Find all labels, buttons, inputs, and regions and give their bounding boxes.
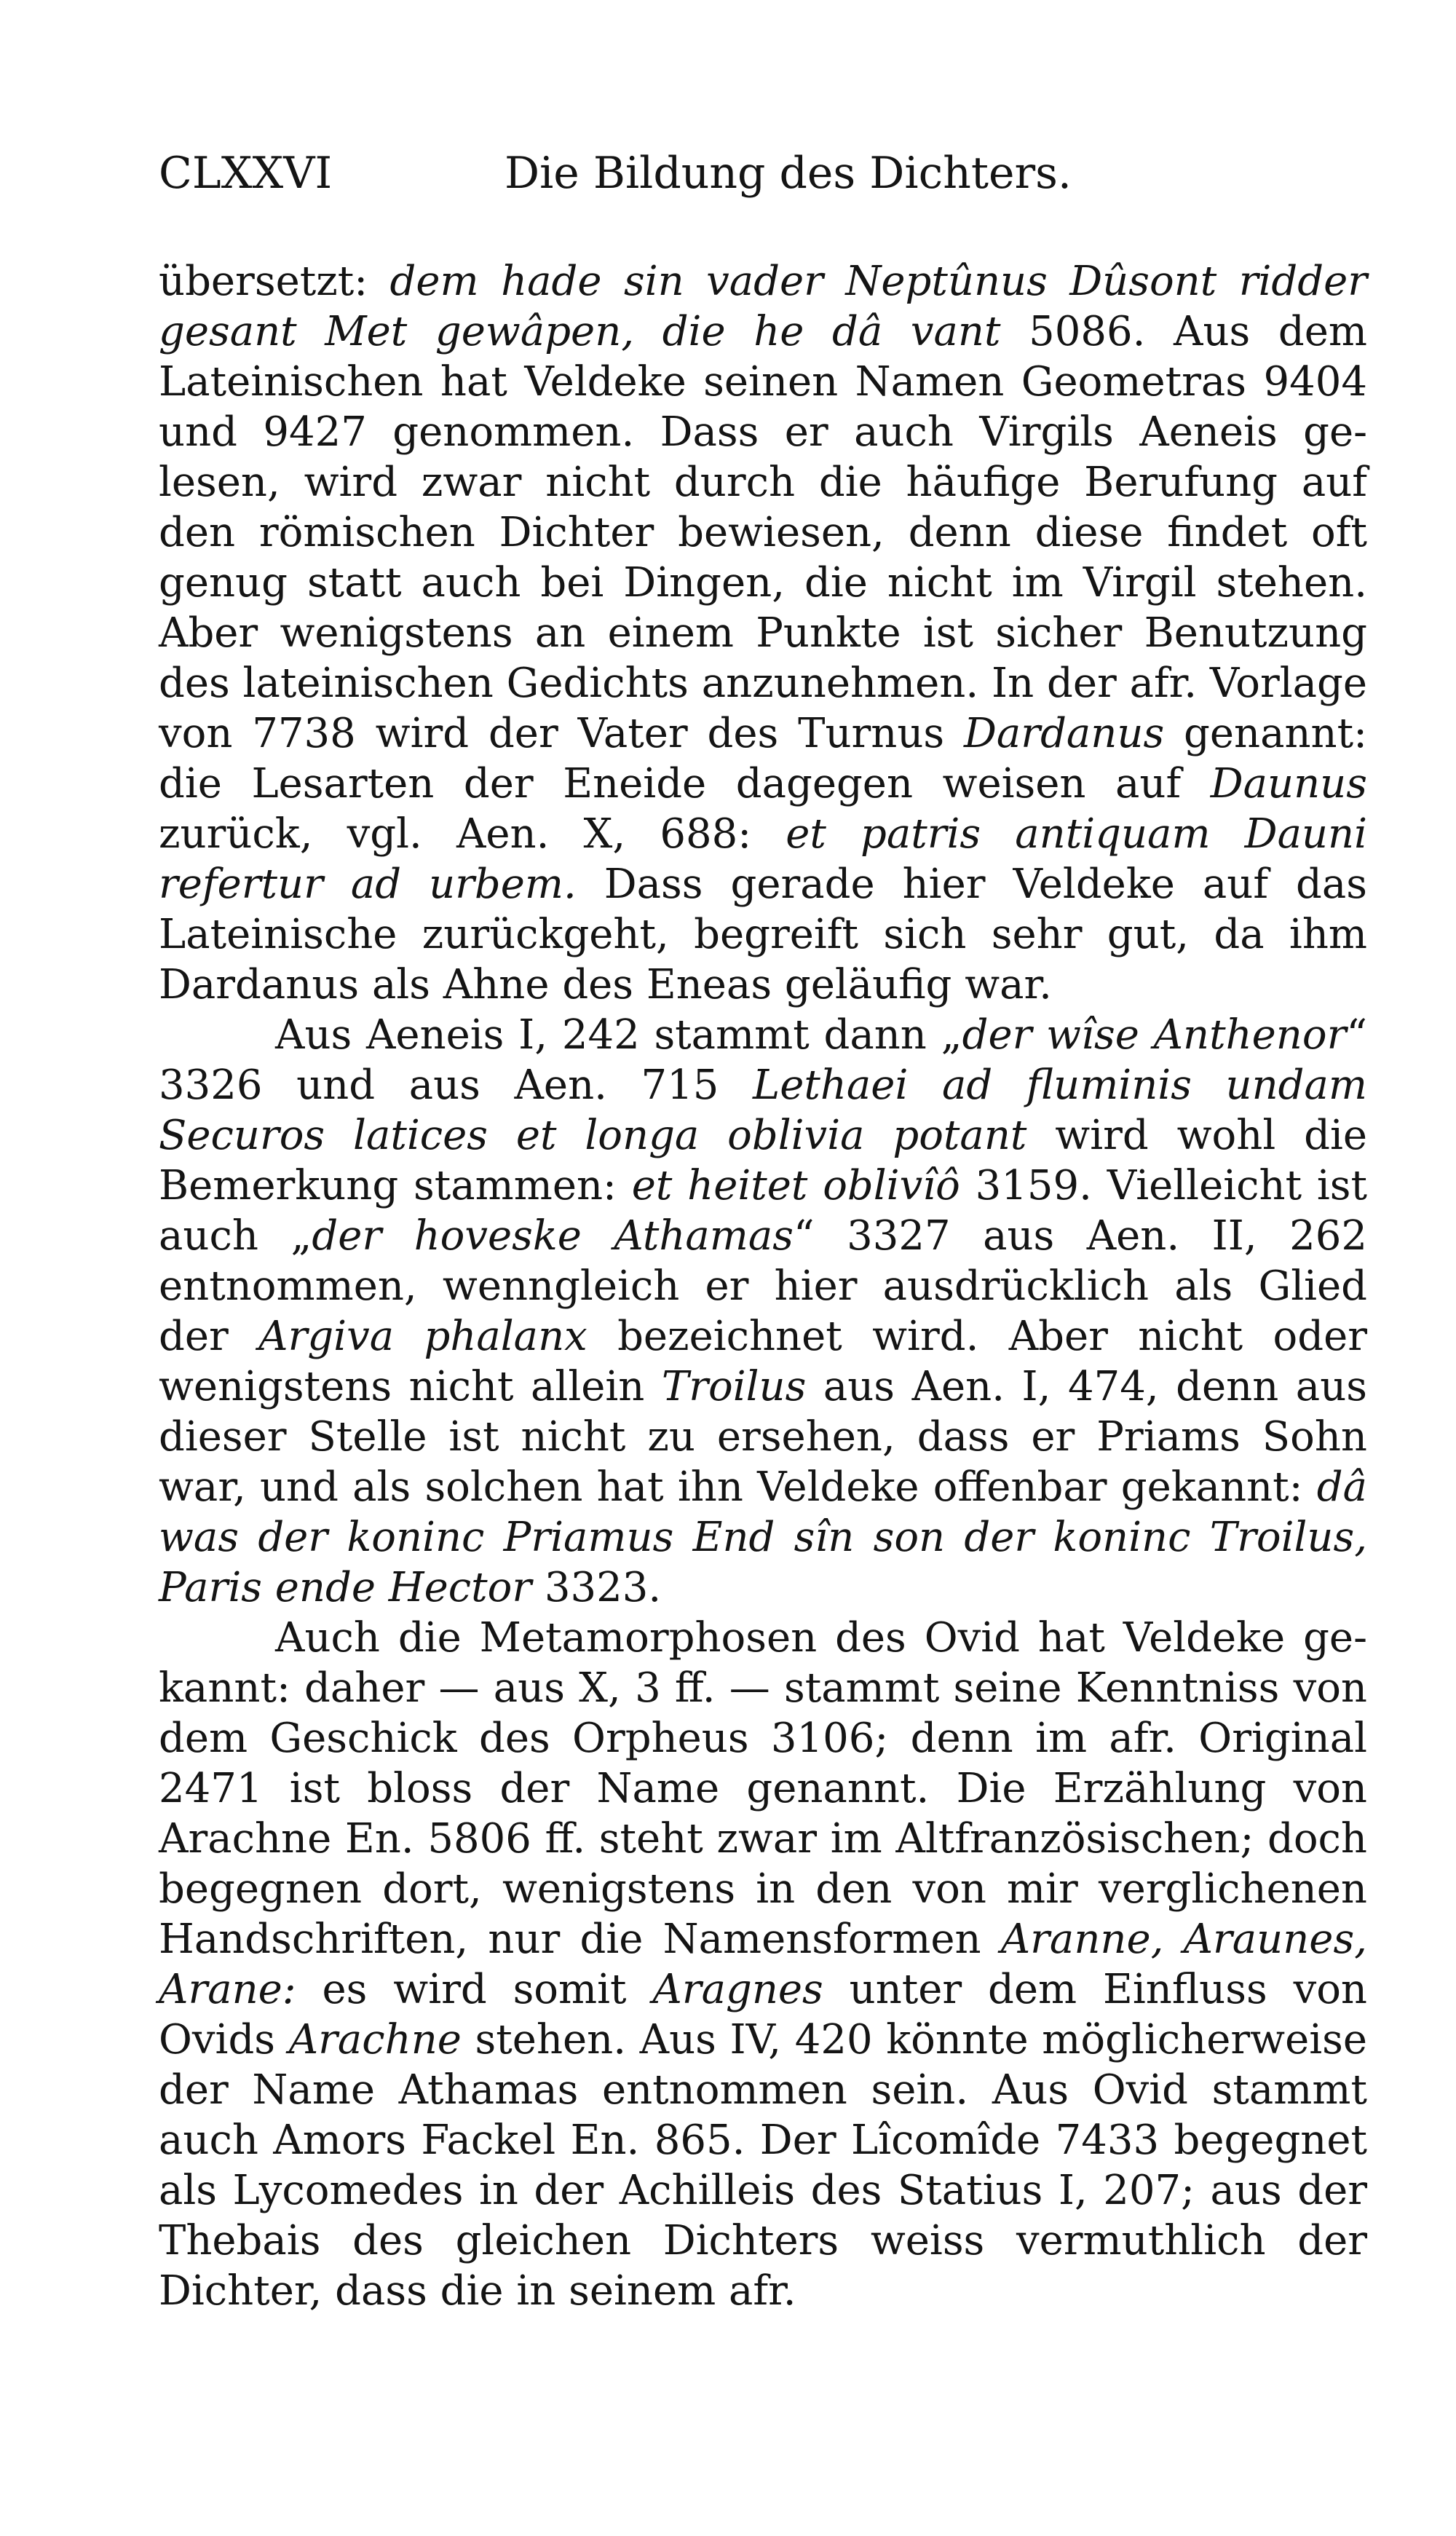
text-run: stehen. Aus IV, 420 könnte möglicherweise der Name Athamas entnommen sein. Aus Ovid stammt auch Amors Fackel En. 865. Der Lîcomîde 7433 begegnet als Lycomedes in der Achilleis des Statius I, 207; aus der Thebais des gleichen Dichters weiss vermuthlich der Dichter, dass die in seinem afr. (159, 2016, 1367, 2315)
page-number: CLXXVI (159, 148, 333, 199)
text-run: Auch die Metamorphosen des Ovid hat Veldeke gekannt: daher — aus X, 3 ff. — stammt seine Kenntniss von dem Geschick des Orpheus 3106; denn im afr. Original 2471 ist bloss der Name genannt. Die Erzählung von Arachne En. 5806 ff. steht zwar im Altfranzösischen; doch begegnen dort, wenigstens in den von mir verglichenen Handschriften, nur die Namensformen (159, 1614, 1367, 1963)
text-run: Aus Aeneis I, 242 stammt dann „ (275, 1011, 962, 1059)
italic-run: et patris antiquam Dauni refertur ad urbem. (159, 810, 1367, 908)
text-run: 5086. Aus dem Lateinischen hat Veldeke seinen Namen Geometras 9404 und 9427 genommen. Dass er auch Virgils Aeneis gelesen, wird zwar nicht durch die häufige Berufung auf den römischen Dichter bewiesen, denn diese findet oft genug statt auch bei Dingen, die nicht im Virgil stehen. Aber wenigstens an einem Punkte ist sicher Benutzung des lateinischen Gedichts anzunehmen. In der afr. Vorlage von 7738 wird der Vater des Turnus (159, 308, 1367, 757)
text-run: wird wohl die Bemerkung stammen: (159, 1112, 1367, 1209)
text-run: zurück, vgl. Aen. X, 688: (159, 810, 786, 858)
italic-run: der hoveske Athamas (312, 1212, 794, 1260)
text-run: 3323. (531, 1564, 662, 1611)
paragraph (159, 1010, 1367, 1613)
italic-run: Dardanus (964, 710, 1165, 757)
italic-run: dem hade sin vader Neptûnus Dûsont ridder gesant Met gewâpen, die he dâ vant (159, 258, 1367, 355)
body-text (159, 256, 1367, 2316)
text-run: 3159. Vielleicht ist auch „ (159, 1162, 1368, 1260)
text-run: bezeichnet wird. Aber nicht oder wenigstens nicht allein (159, 1313, 1368, 1410)
paragraph (159, 256, 1367, 1010)
italic-run: Lethaei ad fluminis undam Securos latices et longa oblivia potant (159, 1062, 1367, 1159)
text-run: “ 3326 und aus Aen. 715 (159, 1011, 1367, 1109)
italic-run: dâ was der koninc Priamus End sîn son der koninc Troilus, Paris ende Hector (159, 1463, 1367, 1611)
italic-run: Arachne (288, 2016, 462, 2063)
italic-run: Aranne, Araunes, Arane: (159, 1916, 1367, 2013)
italic-run: Daunus (1210, 760, 1367, 807)
text-run: übersetzt: (159, 258, 390, 305)
italic-run: Troilus (661, 1363, 807, 1410)
italic-run: Aragnes (652, 1966, 823, 2013)
italic-run: Argiva phalanx (258, 1313, 587, 1360)
running-title: Die Bildung des Dichters. (505, 148, 1072, 199)
italic-run: et heitet oblivîô (631, 1162, 960, 1209)
text-run: Dass gerade hier Veldeke auf das Lateinische zurückgeht, begreift sich sehr gut, da ihm Dardanus als Ahne des Eneas geläufig war. (159, 861, 1367, 1008)
italic-run: der wîse Anthenor (962, 1011, 1347, 1059)
running-header (159, 144, 1367, 202)
text-run: genannt: die Lesarten der Eneide dagegen weisen auf (159, 710, 1367, 807)
text-run: “ 3327 aus Aen. II, 262 entnommen, wenngleich er hier ausdrücklich als Glied der (159, 1212, 1368, 1360)
text-run: es wird somit (296, 1966, 653, 2013)
paragraph (159, 1613, 1367, 2316)
text-run: unter dem Einfluss von Ovids (159, 1966, 1367, 2063)
text-run: aus Aen. I, 474, denn aus dieser Stelle ist nicht zu ersehen, dass er Priams Sohn war, und als solchen hat ihn Veldeke offenbar gekannt: (159, 1363, 1367, 1511)
